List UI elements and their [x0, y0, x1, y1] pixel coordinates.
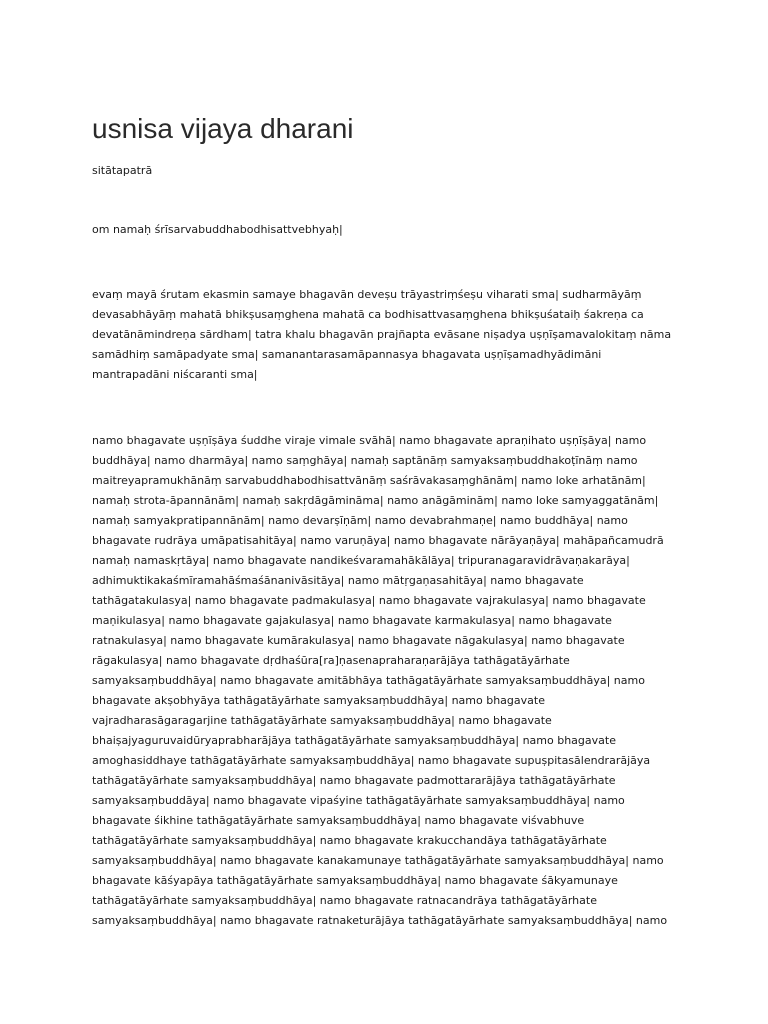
- text-line: rāgakulasya| namo bhagavate dṛdhaśūra[ra]ṇasenapraharaṇarājāya tathāgatāyārhate: [92, 654, 570, 667]
- text-line: bhagavate akṣobhyāya tathāgatāyārhate samyaksaṃbuddhāya| namo bhagavate: [92, 694, 545, 707]
- introduction-paragraph: [92, 285, 692, 385]
- text-line: namaḥ namaskṛtāya| namo bhagavate nandikeśvaramahākālāya| tripuranagaravidrāvaṇakarāya|: [92, 554, 630, 567]
- document-subtitle: sitātapatrā: [92, 164, 153, 177]
- text-line: vajradharasāgaragarjine tathāgatāyārhate samyaksaṃbuddhāya| namo bhagavate: [92, 714, 552, 727]
- text-line: amoghasiddhaye tathāgatāyārhate samyaksaṃbuddhāya| namo bhagavate supuṣpitasālendrarājāya: [92, 754, 651, 767]
- text-line: tathāgatāyārhate samyaksaṃbuddhāya| namo bhagavate krakucchandāya tathāgatāyārhate: [92, 834, 607, 847]
- text-line: bhagavate kāśyapāya tathāgatāyārhate samyaksaṃbuddhāya| namo bhagavate śākyamunaye: [92, 874, 618, 887]
- text-line: samyaksaṃbuddhāya| namo bhagavate amitābhāya tathāgatāyārhate samyaksaṃbuddhāya| namo: [92, 674, 645, 687]
- text-line: ratnakulasya| namo bhagavate kumārakulasya| namo bhagavate nāgakulasya| namo bhagavate: [92, 634, 625, 647]
- text-line: devatānāmindreṇa sārdham| tatra khalu bhagavān prajñapta evāsane niṣadya uṣṇīṣamavalokitaṃ nāma: [92, 328, 672, 341]
- invocation-paragraph: [92, 220, 692, 240]
- document-title: usnisa vijaya dharani: [92, 113, 354, 144]
- text-line: namaḥ samyakpratipannānām| namo devarṣīṇām| namo devabrahmaṇe| namo buddhāya| namo: [92, 514, 628, 527]
- text-line: tathāgatakulasya| namo bhagavate padmakulasya| namo bhagavate vajrakulasya| namo bhagavate: [92, 594, 646, 607]
- text-line: maṇikulasya| namo bhagavate gajakulasya| namo bhagavate karmakulasya| namo bhagavate: [92, 614, 612, 627]
- text-line: maitreyapramukhānāṃ sarvabuddhabodhisattvānāṃ saśrāvakasaṃghānām| namo loke arhatānām|: [92, 474, 646, 487]
- text-line: devasabhāyāṃ mahatā bhikṣusaṃghena mahatā ca bodhisattvasaṃghena bhikṣuśataiḥ śakreṇa ca: [92, 308, 644, 321]
- text-line: tathāgatāyārhate samyaksaṃbuddhāya| namo bhagavate ratnacandrāya tathāgatāyārhate: [92, 894, 597, 907]
- text-line: samādhiṃ samāpadyate sma| samanantarasamāpannasya bhagavata uṣṇīṣamadhyādimāni: [92, 348, 602, 361]
- text-line: tathāgatāyārhate samyaksaṃbuddhāya| namo bhagavate padmottararājāya tathāgatāyārhate: [92, 774, 616, 787]
- text-line: samyaksaṃbuddāya| namo bhagavate vipaśyine tathāgatāyārhate samyaksaṃbuddhāya| namo: [92, 794, 625, 807]
- text-line: samyaksaṃbuddhāya| namo bhagavate kanakamunaye tathāgatāyārhate samyaksaṃbuddhāya| namo: [92, 854, 664, 867]
- text-line: bhagavate rudrāya umāpatisahitāya| namo varuṇāya| namo bhagavate nārāyaṇāya| mahāpañcamudrā: [92, 534, 664, 547]
- text-line: namo bhagavate uṣṇīṣāya śuddhe viraje vimale svāhā| namo bhagavate apraṇihato uṣṇīṣāya| namo: [92, 434, 647, 447]
- text-line: adhimuktikakaśmīramahāśmaśānanivāsitāya| namo mātṛgaṇasahitāya| namo bhagavate: [92, 574, 584, 587]
- text-line: om namaḥ śrīsarvabuddhabodhisattvebhyaḥ|: [92, 223, 343, 236]
- text-line: namaḥ strota-āpannānām| namaḥ sakṛdāgāmināma| namo anāgāminām| namo loke samyaggatānām|: [92, 494, 659, 507]
- text-line: bhaiṣajyaguruvaidūryaprabharājāya tathāgatāyārhate samyaksaṃbuddhāya| namo bhagavate: [92, 734, 616, 747]
- text-line: samyaksaṃbuddhāya| namo bhagavate ratnaketurājāya tathāgatāyārhate samyaksaṃbuddhāya| namo: [92, 914, 668, 927]
- text-line: mantrapadāni niścaranti sma|: [92, 368, 258, 381]
- text-line: buddhāya| namo dharmāya| namo saṃghāya| namaḥ saptānāṃ samyaksaṃbuddhakoṭīnāṃ namo: [92, 454, 638, 467]
- text-line: bhagavate śikhine tathāgatāyārhate samyaksaṃbuddhāya| namo bhagavate viśvabhuve: [92, 814, 585, 827]
- text-line: evaṃ mayā śrutam ekasmin samaye bhagavān deveṣu trāyastriṃśeṣu viharati sma| sudharmāyāṃ: [92, 288, 642, 301]
- dharani-text-paragraph: [92, 431, 692, 931]
